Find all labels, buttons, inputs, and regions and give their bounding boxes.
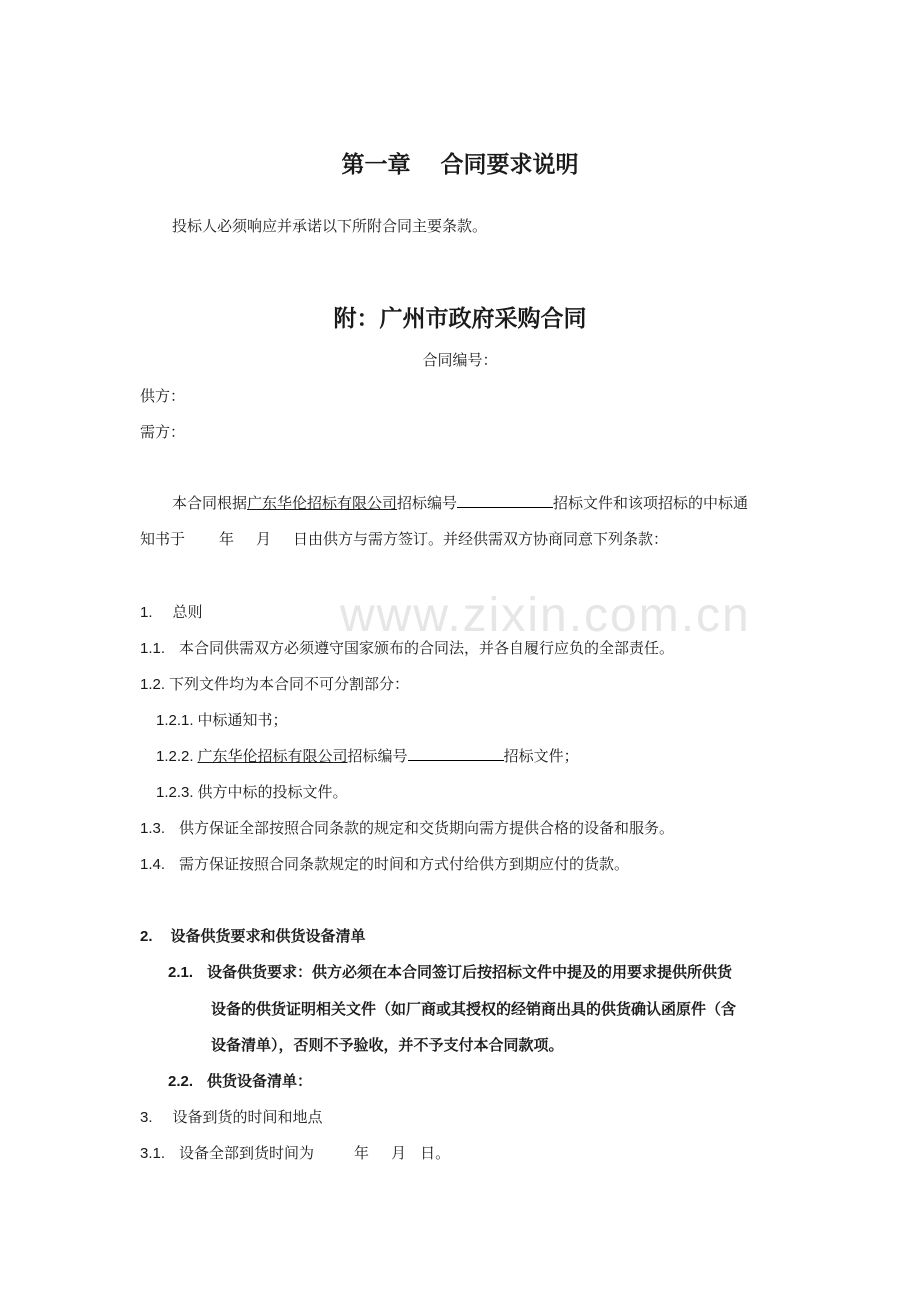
basis-paragraph-line1: [172, 493, 748, 513]
tender-company: 广东华伦招标有限公司: [247, 494, 398, 512]
clause-2-1-line2: 设备的供货证明相关文件（如厂商或其授权的经销商出具的供货确认函原件（含: [211, 1000, 737, 1018]
clause-2-2: 2.2. 供货设备清单：: [168, 1072, 313, 1090]
section-1: 1. 总则: [140, 603, 203, 621]
basis-text-cont: 招标文件和该项招标的中标通: [553, 494, 749, 512]
sign-text: 日由供方与需方签订。并经供需双方协商同意下列条款：: [293, 530, 669, 548]
clause-1-1: 1.1. 本合同供需双方必须遵守国家颁布的合同法，并各自履行应负的全部责任。: [140, 639, 675, 657]
clause-1-2: 1.2. 下列文件均为本合同不可分割部分：: [140, 675, 410, 693]
clause-2-1-line3: 设备清单），否则不予验收，并不予支付本合同款项。: [211, 1036, 564, 1054]
supplier-label: 供方：: [140, 387, 186, 405]
contract-number-label: 合同编号：: [422, 351, 498, 369]
clause-2-1: 2.1. 设备供货要求：供方必须在本合同签订后按招标文件中提及的用要求提供所供货: [168, 963, 733, 981]
tender-no-blank: [457, 493, 553, 508]
month-label: 月: [256, 530, 272, 548]
chapter-heading: [0, 150, 920, 180]
section-2: 2. 设备供货要求和供货设备清单: [140, 927, 366, 945]
watermark: www.zixin.com.cn: [340, 589, 751, 642]
clause-1-2-2: 1.2.2. 广东华伦招标有限公司招标编号 招标文件；: [156, 747, 579, 765]
section-3: 3. 设备到货的时间和地点: [140, 1108, 323, 1126]
tender-no-blank-2: [408, 746, 504, 761]
basis-text: 本合同根据: [172, 494, 248, 512]
basis-paragraph-line2: [140, 529, 668, 549]
tender-no-label: 招标编号: [397, 494, 458, 512]
clause-1-4: 1.4. 需方保证按照合同条款规定的时间和方式付给供方到期应付的货款。: [140, 855, 630, 873]
clause-1-3: 1.3. 供方保证全部按照合同条款的规定和交货期向需方提供合格的设备和服务。: [140, 819, 675, 837]
intro-text: 投标人必须响应并承诺以下所附合同主要条款。: [172, 217, 488, 235]
clause-1-2-1: 1.2.1. 中标通知书；: [156, 711, 288, 729]
buyer-label: 需方：: [140, 423, 186, 441]
chapter-number: 第一章: [341, 151, 411, 178]
chapter-title: 合同要求说明: [440, 151, 579, 178]
clause-3-1: 3.1. 设备全部到货时间为 年 月 日。: [140, 1144, 451, 1162]
contract-title: 附：广州市政府采购合同: [333, 305, 587, 332]
notice-date-label: 知书于: [140, 530, 186, 548]
year-label: 年: [219, 530, 235, 548]
clause-1-2-3: 1.2.3. 供方中标的投标文件。: [156, 783, 348, 801]
